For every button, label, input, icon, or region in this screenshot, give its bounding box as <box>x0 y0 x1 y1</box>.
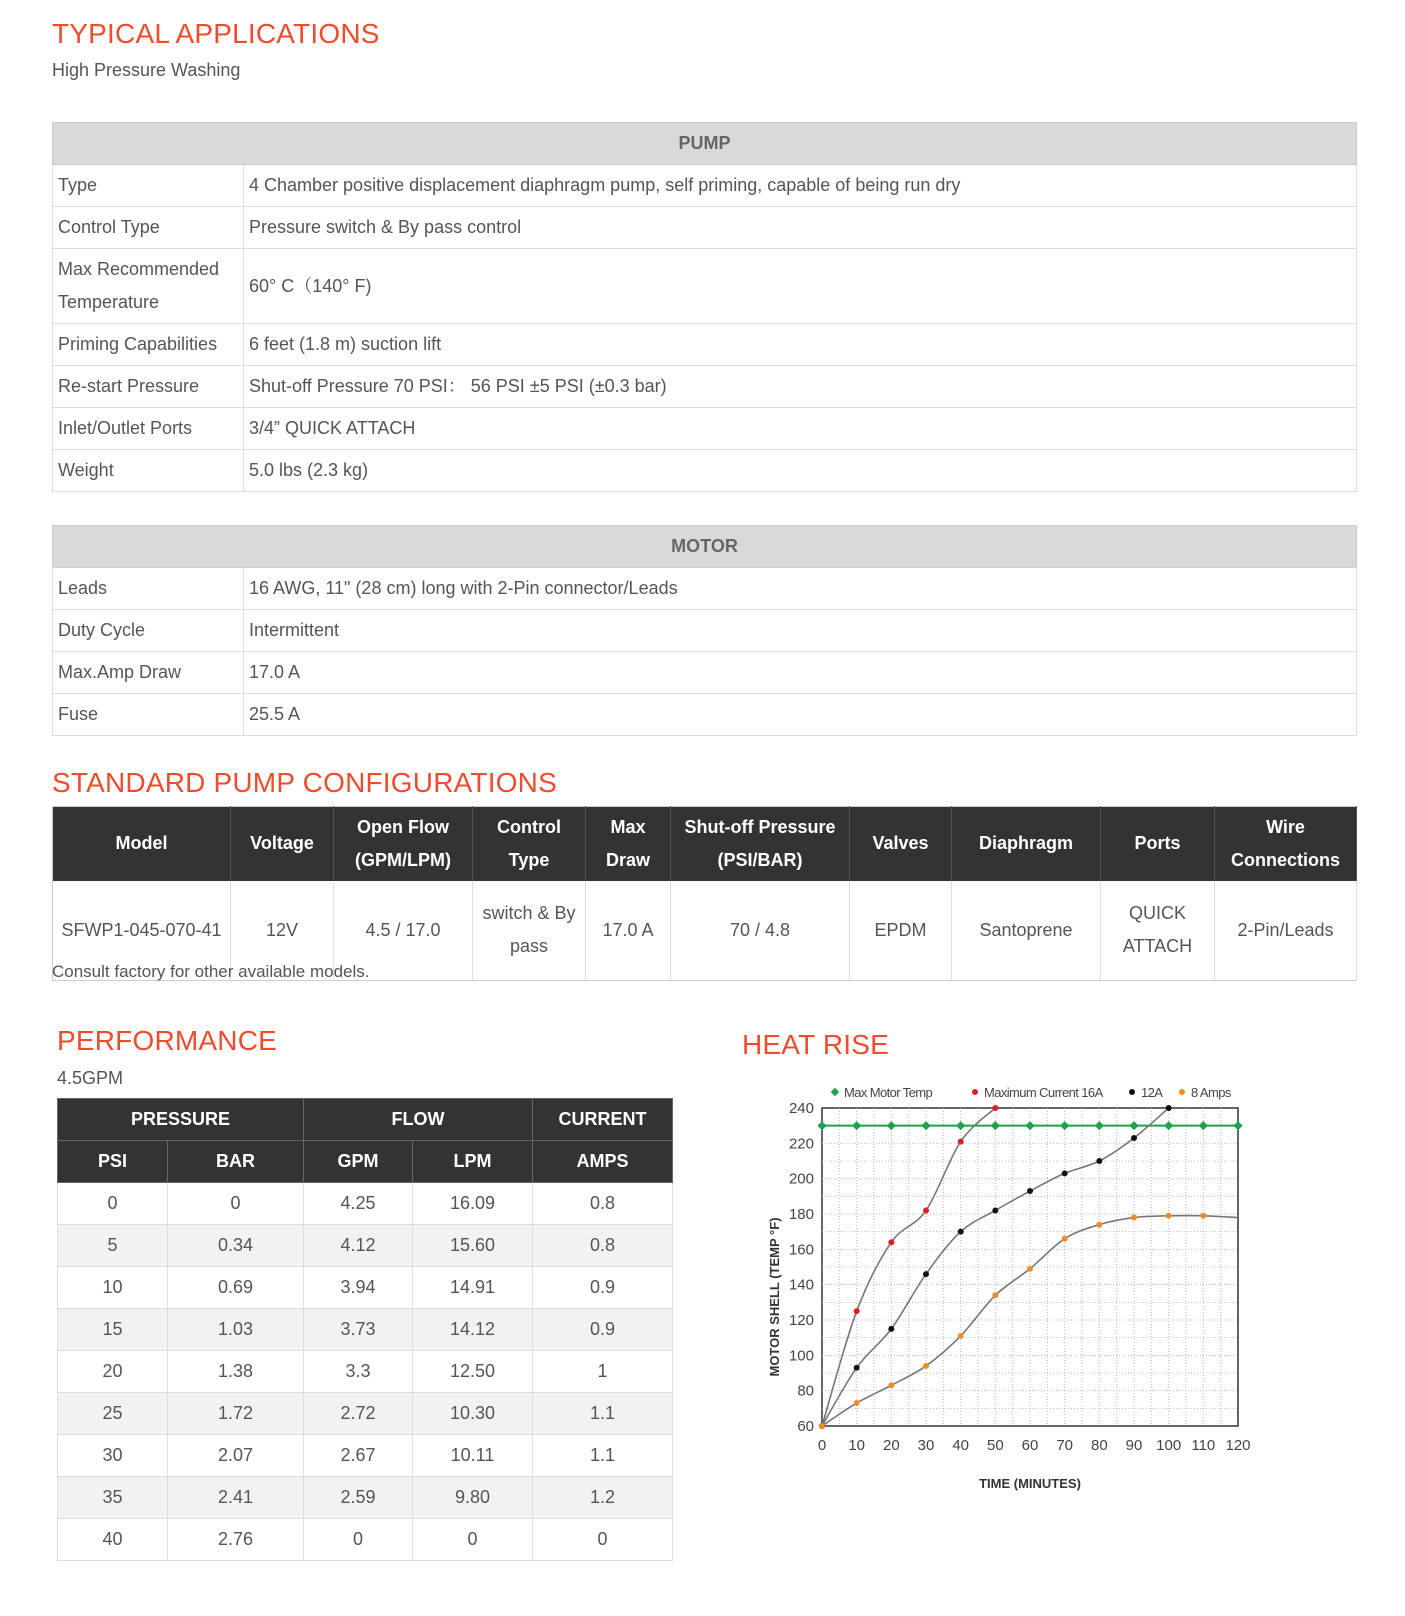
table-cell: 5 <box>58 1225 168 1267</box>
data-point <box>1027 1188 1033 1194</box>
data-point <box>1129 1121 1138 1130</box>
data-point <box>1060 1121 1069 1130</box>
y-tick-label: 240 <box>788 1100 814 1117</box>
header-line: (PSI/BAR) <box>717 849 803 870</box>
data-point <box>819 1423 825 1429</box>
header-line: Wire <box>1266 816 1305 837</box>
cell-line: 70 / 4.8 <box>729 919 791 940</box>
performance-title: PERFORMANCE <box>57 1025 277 1056</box>
x-tick-label: 110 <box>1191 1437 1216 1454</box>
performance-column-row <box>58 1141 673 1183</box>
table-cell: 12.50 <box>413 1351 533 1393</box>
table-row <box>58 1393 673 1435</box>
cell-line: 12V <box>265 919 299 940</box>
data-point <box>852 1121 861 1130</box>
config-column-header <box>586 807 671 881</box>
spec-value: Intermittent <box>244 610 1357 652</box>
cell-line: QUICK <box>1128 903 1186 924</box>
data-point <box>887 1121 896 1130</box>
table-cell: 14.91 <box>413 1267 533 1309</box>
config-column-header <box>671 807 850 881</box>
column-header: GPM <box>304 1141 413 1183</box>
data-point <box>958 1333 964 1339</box>
config-note: Consult factory for other available models. <box>52 962 370 981</box>
table-cell: 1.38 <box>168 1351 304 1393</box>
table-cell: 35 <box>58 1477 168 1519</box>
y-tick-label: 120 <box>788 1312 814 1329</box>
legend-label: 12A <box>1141 1085 1163 1100</box>
spec-value: 6 feet (1.8 m) suction lift <box>244 324 1357 366</box>
table-cell: 4.25 <box>304 1183 413 1225</box>
legend-marker <box>1129 1089 1135 1095</box>
legend-label: Max Motor Temp <box>844 1085 933 1100</box>
table-cell: 1.1 <box>533 1435 673 1477</box>
table-cell: 3.3 <box>304 1351 413 1393</box>
pump-table-header: PUMP <box>53 123 1357 165</box>
table-row <box>53 694 1357 736</box>
typical-applications-subtitle: High Pressure Washing <box>52 60 241 80</box>
data-point <box>958 1139 964 1145</box>
table-cell: 1.03 <box>168 1309 304 1351</box>
x-tick-label: 60 <box>1021 1437 1039 1454</box>
cell-line: 17.0 A <box>602 919 654 940</box>
x-tick-label: 100 <box>1156 1437 1182 1454</box>
chart-x-label: TIME (MINUTES) <box>979 1476 1081 1491</box>
data-point <box>1096 1158 1102 1164</box>
table-cell: 10.30 <box>413 1393 533 1435</box>
spec-value: 25.5 A <box>244 694 1357 736</box>
table-cell: 3.73 <box>304 1309 413 1351</box>
spec-value: Shut-off Pressure 70 PSI： 56 PSI ±5 PSI (±0.3 bar) <box>244 366 1357 408</box>
table-row <box>53 652 1357 694</box>
table-cell: 40 <box>58 1519 168 1561</box>
y-tick-label: 220 <box>788 1135 814 1153</box>
x-tick-label: 70 <box>1056 1437 1074 1454</box>
x-tick-label: 20 <box>882 1437 900 1454</box>
performance-subtitle: 4.5GPM <box>57 1068 124 1088</box>
x-tick-label: 120 <box>1225 1437 1251 1454</box>
heat-rise-chart <box>767 1085 1310 1560</box>
data-point <box>1131 1135 1137 1141</box>
x-tick-label: 10 <box>848 1437 866 1454</box>
spec-value: 5.0 lbs (2.3 kg) <box>244 450 1357 492</box>
header-line: Voltage <box>250 833 314 854</box>
group-header: PRESSURE <box>58 1099 304 1141</box>
cell-line: 4.5 / 17.0 <box>365 919 441 940</box>
config-cell <box>850 881 952 981</box>
header-line: Draw <box>605 849 650 870</box>
typical-applications-title: TYPICAL APPLICATIONS <box>52 18 380 49</box>
table-cell: 16.09 <box>413 1183 533 1225</box>
spec-label: Control Type <box>53 207 244 249</box>
y-tick-label: 140 <box>788 1276 814 1294</box>
legend-label: 8 Amps <box>1191 1085 1231 1100</box>
config-cell <box>1215 881 1357 981</box>
column-header: AMPS <box>533 1141 673 1183</box>
table-cell: 0.9 <box>533 1309 673 1351</box>
config-column-header <box>473 807 586 881</box>
table-row <box>53 249 1357 324</box>
legend-marker <box>972 1089 978 1095</box>
cell-line: EPDM <box>874 919 927 940</box>
table-row <box>53 450 1357 492</box>
spec-value: 4 Chamber positive displacement diaphragm pump, self priming, capable of being run dry <box>244 165 1357 207</box>
header-line: Control <box>497 816 561 837</box>
config-column-header <box>1101 807 1215 881</box>
group-header: CURRENT <box>533 1099 673 1141</box>
data-point <box>1166 1213 1172 1219</box>
data-point <box>1062 1236 1068 1242</box>
spec-label: Leads <box>53 568 244 610</box>
table-cell: 10.11 <box>413 1435 533 1477</box>
header-line: (GPM/LPM) <box>355 849 451 870</box>
data-point <box>817 1121 826 1130</box>
config-column-header <box>334 807 473 881</box>
table-row <box>53 408 1357 450</box>
table-cell: 1.1 <box>533 1393 673 1435</box>
spec-label: Re-start Pressure <box>53 366 244 408</box>
spec-label: Max.Amp Draw <box>53 652 244 694</box>
config-column-header <box>231 807 334 881</box>
x-tick-label: 50 <box>986 1437 1004 1454</box>
table-cell: 0.69 <box>168 1267 304 1309</box>
table-cell: 1 <box>533 1351 673 1393</box>
performance-table <box>57 1098 673 1561</box>
column-header: LPM <box>413 1141 533 1183</box>
table-row <box>58 1519 673 1561</box>
table-cell: 0.9 <box>533 1267 673 1309</box>
data-point <box>1200 1213 1206 1219</box>
table-cell: 4.12 <box>304 1225 413 1267</box>
table-row <box>58 1309 673 1351</box>
config-cell <box>586 881 671 981</box>
data-point <box>958 1229 964 1235</box>
y-tick-label: 200 <box>788 1170 814 1188</box>
table-cell: 1.72 <box>168 1393 304 1435</box>
table-row <box>53 610 1357 652</box>
config-header-row <box>53 807 1357 881</box>
table-row <box>58 1225 673 1267</box>
table-cell: 2.67 <box>304 1435 413 1477</box>
table-cell: 15 <box>58 1309 168 1351</box>
x-tick-label: 30 <box>917 1437 935 1454</box>
data-point <box>854 1308 860 1314</box>
spec-value: 17.0 A <box>244 652 1357 694</box>
data-point <box>992 1207 998 1213</box>
data-point <box>1025 1121 1034 1130</box>
spec-value: 60° C（140° F) <box>244 249 1357 324</box>
x-tick-label: 90 <box>1125 1437 1143 1454</box>
y-tick-label: 60 <box>797 1418 814 1435</box>
series-line <box>822 1216 1238 1426</box>
table-cell: 25 <box>58 1393 168 1435</box>
x-tick-label: 80 <box>1090 1437 1108 1454</box>
data-point <box>854 1400 860 1406</box>
table-row <box>53 207 1357 249</box>
y-tick-label: 180 <box>788 1206 814 1223</box>
spec-label: Max Recommended Temperature <box>53 249 244 324</box>
data-point <box>1095 1121 1104 1130</box>
spec-value: 16 AWG, 11" (28 cm) long with 2-Pin connector/Leads <box>244 568 1357 610</box>
table-cell: 0 <box>168 1183 304 1225</box>
table-cell: 2.59 <box>304 1477 413 1519</box>
config-column-header <box>850 807 952 881</box>
config-column-header <box>952 807 1101 881</box>
table-cell: 10 <box>58 1267 168 1309</box>
table-cell: 2.41 <box>168 1477 304 1519</box>
table-cell: 9.80 <box>413 1477 533 1519</box>
table-cell: 2.72 <box>304 1393 413 1435</box>
cell-line: 2-Pin/Leads <box>1237 919 1334 940</box>
table-cell: 0.34 <box>168 1225 304 1267</box>
table-cell: 0.8 <box>533 1225 673 1267</box>
column-header: BAR <box>168 1141 304 1183</box>
x-tick-label: 40 <box>952 1437 970 1454</box>
table-cell: 14.12 <box>413 1309 533 1351</box>
chart-legend <box>831 1085 1232 1100</box>
data-point <box>923 1207 929 1213</box>
data-point <box>1199 1121 1208 1130</box>
data-point <box>1166 1105 1172 1111</box>
motor-spec-table <box>52 525 1357 736</box>
cell-line: switch & By <box>482 903 576 924</box>
header-line: Open Flow <box>357 816 449 837</box>
data-point <box>991 1121 1000 1130</box>
config-cell <box>473 881 586 981</box>
data-point <box>854 1365 860 1371</box>
table-row <box>53 324 1357 366</box>
data-point <box>1164 1121 1173 1130</box>
data-point <box>1096 1222 1102 1228</box>
table-cell: 3.94 <box>304 1267 413 1309</box>
table-cell: 0 <box>413 1519 533 1561</box>
config-table <box>52 806 1357 981</box>
header-line: Diaphragm <box>978 833 1074 854</box>
header-line: Connections <box>1230 849 1340 870</box>
config-cell <box>1101 881 1215 981</box>
table-cell: 30 <box>58 1435 168 1477</box>
spec-label: Duty Cycle <box>53 610 244 652</box>
spec-label: Inlet/Outlet Ports <box>53 408 244 450</box>
config-cell <box>952 881 1101 981</box>
pump-spec-table <box>52 122 1357 492</box>
data-point <box>1131 1215 1137 1221</box>
legend-label: Maximum Current 16A <box>984 1085 1103 1100</box>
data-point <box>992 1105 998 1111</box>
cell-line: pass <box>509 936 549 957</box>
spec-label: Type <box>53 165 244 207</box>
data-point <box>992 1292 998 1298</box>
table-row <box>53 165 1357 207</box>
spec-value: Pressure switch & By pass control <box>244 207 1357 249</box>
header-line: Shut-off Pressure <box>684 816 836 837</box>
table-row <box>58 1477 673 1519</box>
config-column-header <box>53 807 231 881</box>
cell-line: ATTACH <box>1122 936 1193 957</box>
data-point <box>888 1382 894 1388</box>
table-cell: 0 <box>533 1519 673 1561</box>
table-row <box>58 1267 673 1309</box>
table-row <box>53 366 1357 408</box>
header-line: Ports <box>1134 833 1181 854</box>
table-cell: 15.60 <box>413 1225 533 1267</box>
data-point <box>921 1121 930 1130</box>
table-cell: 0 <box>58 1183 168 1225</box>
spec-label: Priming Capabilities <box>53 324 244 366</box>
chart-y-label: MOTOR SHELL (TEMP °F) <box>767 1217 782 1377</box>
legend-marker <box>831 1088 839 1096</box>
table-row <box>58 1183 673 1225</box>
x-tick-label: 0 <box>817 1437 827 1454</box>
y-tick-label: 100 <box>788 1347 814 1365</box>
config-title: STANDARD PUMP CONFIGURATIONS <box>52 767 557 798</box>
legend-marker <box>1179 1089 1185 1095</box>
data-point <box>923 1363 929 1369</box>
table-row <box>53 568 1357 610</box>
header-line: Model <box>115 833 168 854</box>
table-cell: 0 <box>304 1519 413 1561</box>
data-point <box>888 1239 894 1245</box>
header-line: Type <box>508 849 550 870</box>
table-cell: 20 <box>58 1351 168 1393</box>
spec-label: Weight <box>53 450 244 492</box>
data-point <box>1062 1170 1068 1176</box>
table-cell: 0.8 <box>533 1183 673 1225</box>
cell-line: Santoprene <box>979 919 1073 940</box>
config-column-header <box>1215 807 1357 881</box>
table-cell: 2.07 <box>168 1435 304 1477</box>
data-point <box>1027 1266 1033 1272</box>
y-tick-label: 160 <box>788 1241 814 1259</box>
data-point <box>956 1121 965 1130</box>
motor-table-header: MOTOR <box>53 526 1357 568</box>
group-header: FLOW <box>304 1099 533 1141</box>
heat-rise-title: HEAT RISE <box>742 1029 890 1060</box>
spec-label: Fuse <box>53 694 244 736</box>
spec-value: 3/4” QUICK ATTACH <box>244 408 1357 450</box>
table-row <box>58 1351 673 1393</box>
config-cell <box>671 881 850 981</box>
header-line: Valves <box>872 833 929 854</box>
data-point <box>923 1271 929 1277</box>
table-row <box>58 1435 673 1477</box>
cell-line: SFWP1-045-070-41 <box>61 919 222 940</box>
performance-group-row <box>58 1099 673 1141</box>
header-line: Max <box>610 816 646 837</box>
y-tick-label: 80 <box>797 1382 814 1400</box>
table-cell: 2.76 <box>168 1519 304 1561</box>
data-point <box>888 1326 894 1332</box>
table-cell: 1.2 <box>533 1477 673 1519</box>
column-header: PSI <box>58 1141 168 1183</box>
data-point <box>1233 1121 1242 1130</box>
